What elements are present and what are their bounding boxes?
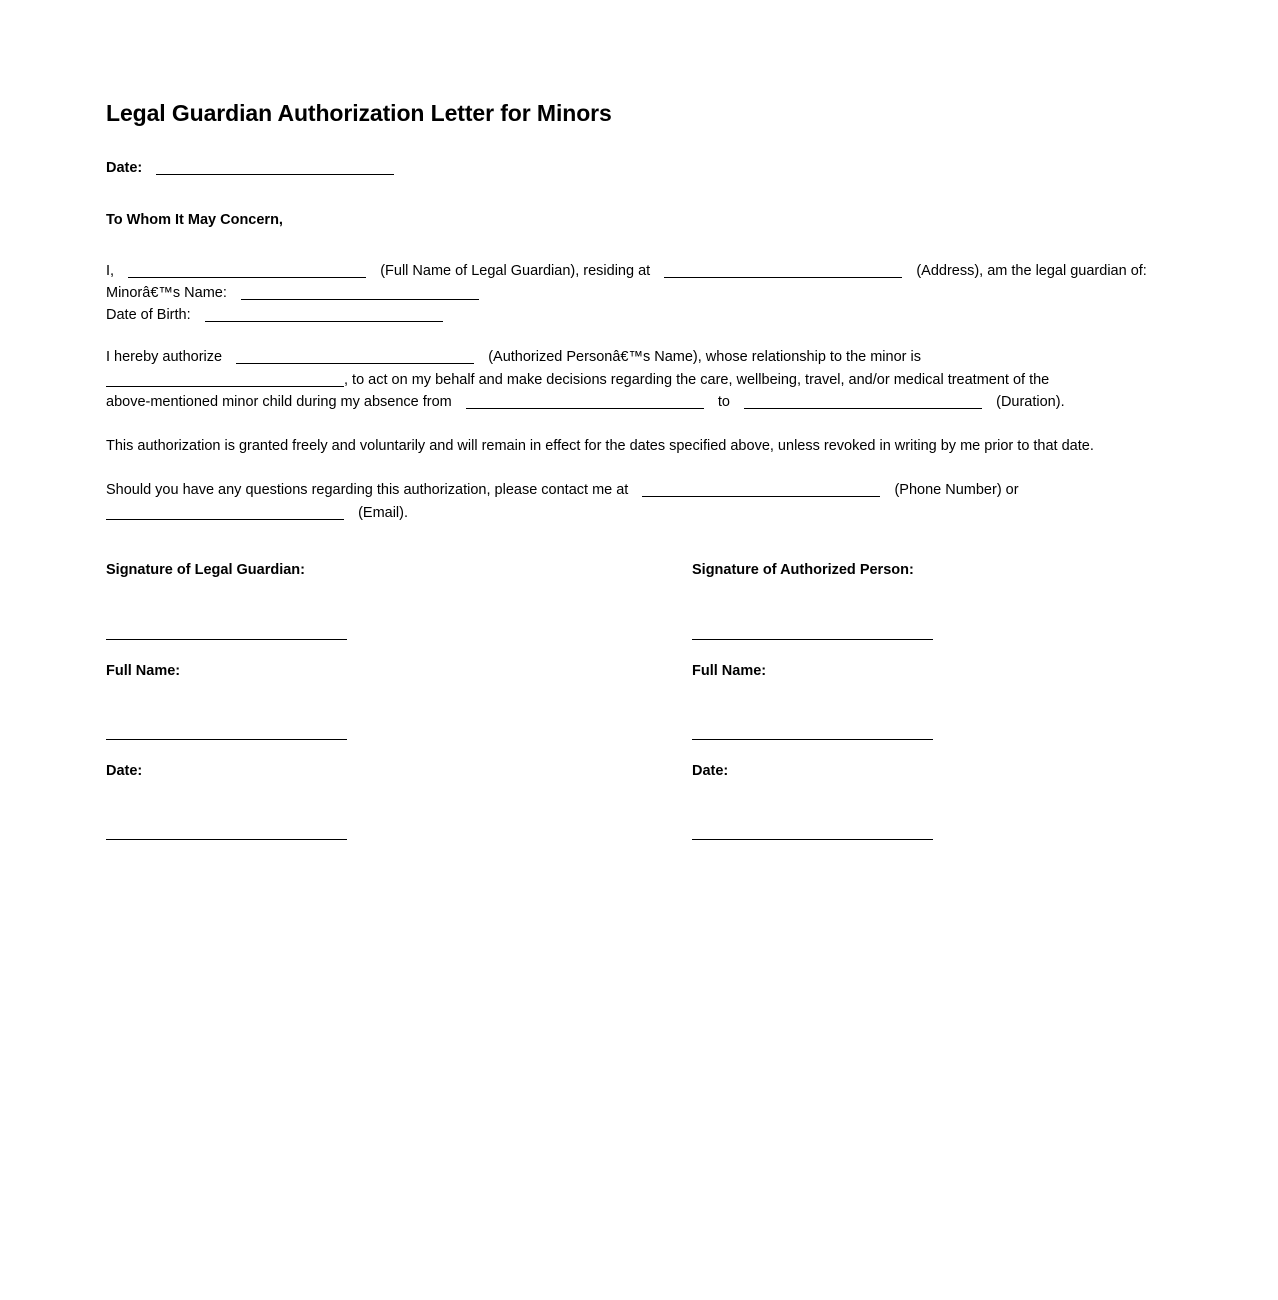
spacer — [692, 740, 1172, 760]
contact-after-email-text: (Email). — [358, 504, 409, 521]
intro-after-name-text: (Full Name of Legal Guardian), residing at — [380, 263, 651, 279]
minor-name-label: Minorâ€™s Name: — [106, 285, 227, 301]
guardian-signature-label: Signature of Legal Guardian: — [106, 561, 305, 578]
salutation-row — [106, 209, 1172, 231]
duration-text: (Duration). — [996, 394, 1065, 411]
contact-paragraph — [106, 479, 1172, 524]
guardian-signature-column — [106, 559, 692, 840]
validity-paragraph: This authorization is granted freely and voluntarily and will remain in effect for the dates specified above, unless revoked in writing by me prior to that date. — [106, 437, 1094, 454]
intro-after-address-text: (Address), am the legal guardian of: — [916, 263, 1147, 279]
guardian-intro-row — [106, 260, 1172, 282]
email-input-line[interactable] — [106, 519, 344, 520]
spacer — [106, 740, 692, 760]
guardian-full-name-label: Full Name: — [106, 662, 181, 679]
minor-name-row — [106, 282, 1172, 304]
authorized-signature-column — [692, 559, 1172, 840]
authorized-full-name-label: Full Name: — [692, 662, 767, 679]
spacer — [106, 128, 1172, 157]
absence-lead-text: above-mentioned minor child during my absence from — [106, 394, 452, 411]
spacer — [106, 581, 692, 639]
spacer — [106, 525, 1172, 559]
spacer — [692, 581, 1172, 639]
phone-input-line[interactable] — [642, 496, 880, 497]
document-body — [106, 98, 1172, 840]
minor-dob-row — [106, 304, 1172, 326]
to-word-text: to — [717, 394, 730, 411]
date-input-line[interactable] — [156, 174, 394, 175]
date-label: Date: — [106, 160, 143, 176]
spacer — [106, 640, 692, 660]
authorized-date-label: Date: — [692, 762, 729, 779]
page-title: Legal Guardian Authorization Letter for Minors — [106, 100, 612, 126]
guardian-date-line[interactable] — [106, 839, 347, 840]
spacer — [106, 231, 1172, 260]
signature-block — [106, 559, 1172, 840]
spacer — [692, 682, 1172, 739]
intro-lead-text: I, — [106, 263, 115, 279]
guardian-date-label: Date: — [106, 762, 143, 779]
spacer — [106, 326, 1172, 346]
salutation-text: To Whom It May Concern, — [106, 212, 283, 228]
minor-dob-input-line[interactable] — [205, 321, 443, 322]
signature-columns — [106, 559, 1172, 840]
minor-name-input-line[interactable] — [241, 299, 479, 300]
relationship-input-line[interactable] — [106, 386, 344, 387]
spacer — [692, 782, 1172, 839]
contact-after-phone-text: (Phone Number) or — [894, 482, 1019, 499]
guardian-address-input-line[interactable] — [664, 277, 902, 278]
minor-dob-label: Date of Birth: — [106, 307, 191, 323]
contact-lead-text: Should you have any questions regarding this authorization, please contact me at — [106, 482, 629, 499]
authorization-after-name-text: (Authorized Personâ€™s Name), whose relationship to the minor is — [488, 349, 921, 365]
authorization-after-relationship-text: , to act on my behalf and make decisions regarding the care, wellbeing, travel, and/or medical treatment of the — [344, 371, 1050, 388]
spacer — [106, 457, 1172, 479]
authorized-signature-label: Signature of Authorized Person: — [692, 561, 914, 578]
authorized-person-name-input-line[interactable] — [236, 363, 474, 364]
spacer — [106, 782, 692, 839]
date-field-row — [106, 157, 1172, 179]
spacer — [692, 640, 1172, 660]
absence-to-input-line[interactable] — [744, 408, 982, 409]
authorized-date-line[interactable] — [692, 839, 933, 840]
spacer — [106, 179, 1172, 209]
absence-from-input-line[interactable] — [466, 408, 704, 409]
authorization-paragraph — [106, 346, 1172, 414]
guardian-name-input-line[interactable] — [128, 277, 366, 278]
authorization-lead-text: I hereby authorize — [106, 349, 223, 365]
spacer — [106, 414, 1172, 435]
spacer — [106, 682, 692, 739]
